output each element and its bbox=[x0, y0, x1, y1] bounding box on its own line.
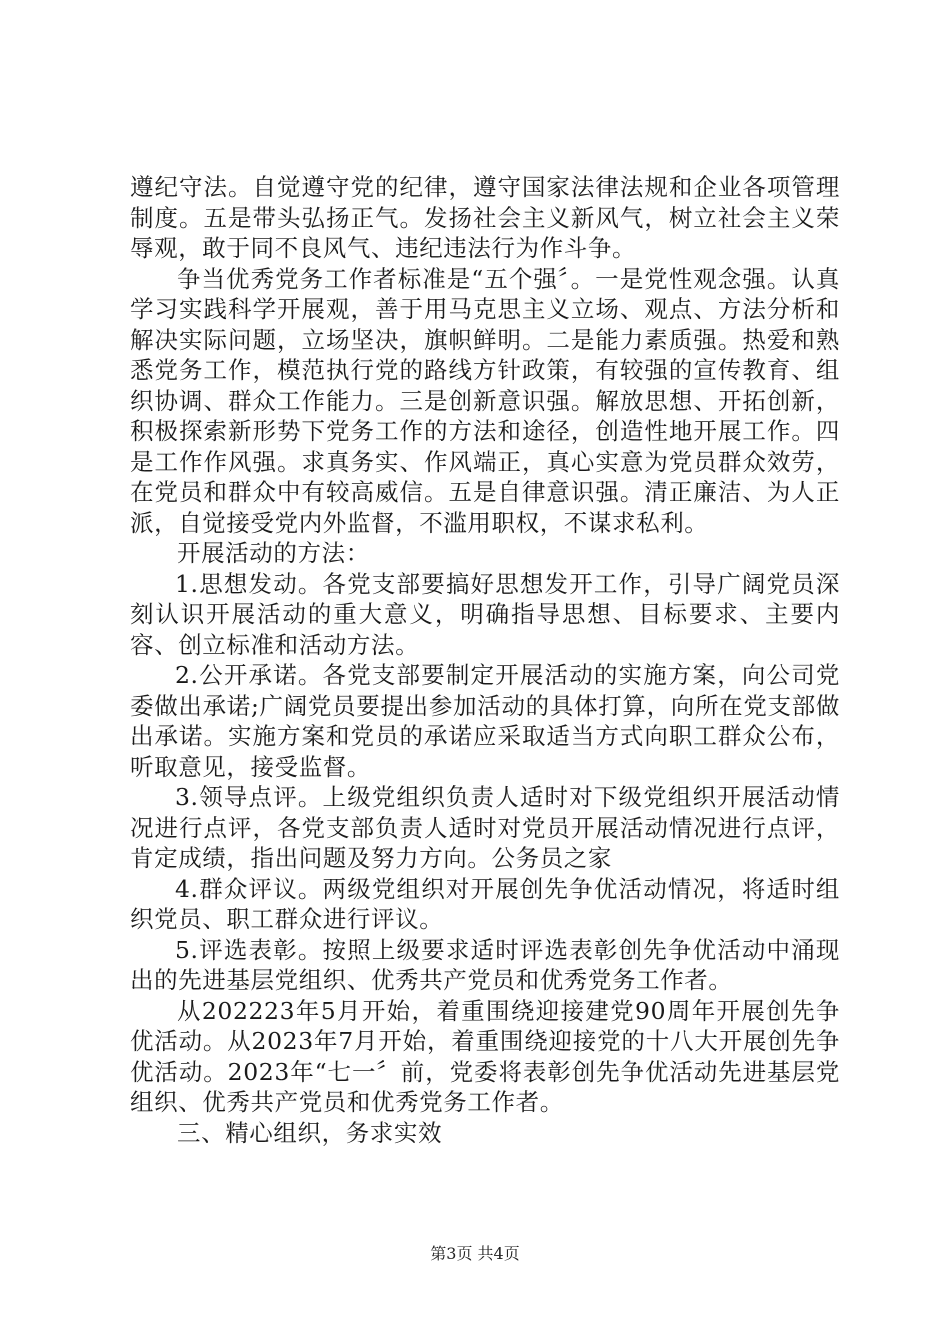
paragraph-five-strong-standards: 争当优秀党务工作者标准是“五个强〞。一是党性观念强。认真学习实践科学开展观，善于用马克思主义立场、观点、方法分析和解决实际问题，立场坚决，旗帜鲜明。二是能力素质强。热爱和熟悉党务工作，模范执行党的路线方针政策，有较强的宣传教育、组织协调、群众工作能力。三是创新意识强。解放思想、开拓创新，积极探索新形势下党务工作的方法和途径，创造性地开展工作。四是工作作风强。求真务实、作风端正，真心实意为党员群众效劳，在党员和群众中有较高威信。五是自律意识强。清正廉洁、为人正派，自觉接受党内外监督，不滥用职权，不谋求私利。 bbox=[130, 264, 840, 537]
list-item-public-commitment: 2.公开承诺。各党支部要制定开展活动的实施方案，向公司党委做出承诺;广阔党员要提出参加活动的具体打算，向所在党支部做出承诺。实施方案和党员的承诺应采取适当方式向职工群众公布，听取意见，接受监督。 bbox=[130, 661, 840, 781]
list-item-ideological-mobilization: 1.思想发动。各党支部要搞好思想发开工作，引导广阔党员深刻认识开展活动的重大意义，明确指导思想、目标要求、主要内容、创立标准和活动方法。 bbox=[130, 569, 840, 659]
paragraph-methods-heading: 开展活动的方法： bbox=[177, 539, 370, 567]
page-number-footer: 第3页 共4页 bbox=[430, 1244, 520, 1263]
paragraph-discipline: 遵纪守法。自觉遵守党的纪律，遵守国家法律法规和企业各项管理制度。五是带头弘扬正气。发扬社会主义新风气，树立社会主义荣辱观，敢于同不良风气、违纪违法行为作斗争。 bbox=[130, 173, 840, 262]
paragraph-timeline: 从202223年5月开始，着重围绕迎接建党90周年开展创先争优活动。从2023年7月开始，着重围绕迎接党的十八大开展创先争优活动。2023年“七一〞前，党委将表彰创先争优活动先进基层党组织、优秀共产党员和优秀党务工作者。 bbox=[130, 996, 840, 1116]
section-heading-organize: 三、精心组织，务求实效 bbox=[177, 1118, 443, 1147]
document-body bbox=[130, 172, 840, 1148]
list-item-selection-commendation: 5.评选表彰。按照上级要求适时评选表彰创先争优活动中涌现出的先进基层党组织、优秀共产党员和优秀党务工作者。 bbox=[130, 935, 840, 994]
list-item-mass-appraisal: 4.群众评议。两级党组织对开展创先争优活动情况，将适时组织党员、职工群众进行评议。 bbox=[130, 874, 840, 933]
list-item-leadership-review: 3.领导点评。上级党组织负责人适时对下级党组织开展活动情况进行点评，各党支部负责人适时对党员开展活动情况进行点评，肯定成绩，指出问题及努力方向。公务员之家 bbox=[130, 783, 840, 872]
